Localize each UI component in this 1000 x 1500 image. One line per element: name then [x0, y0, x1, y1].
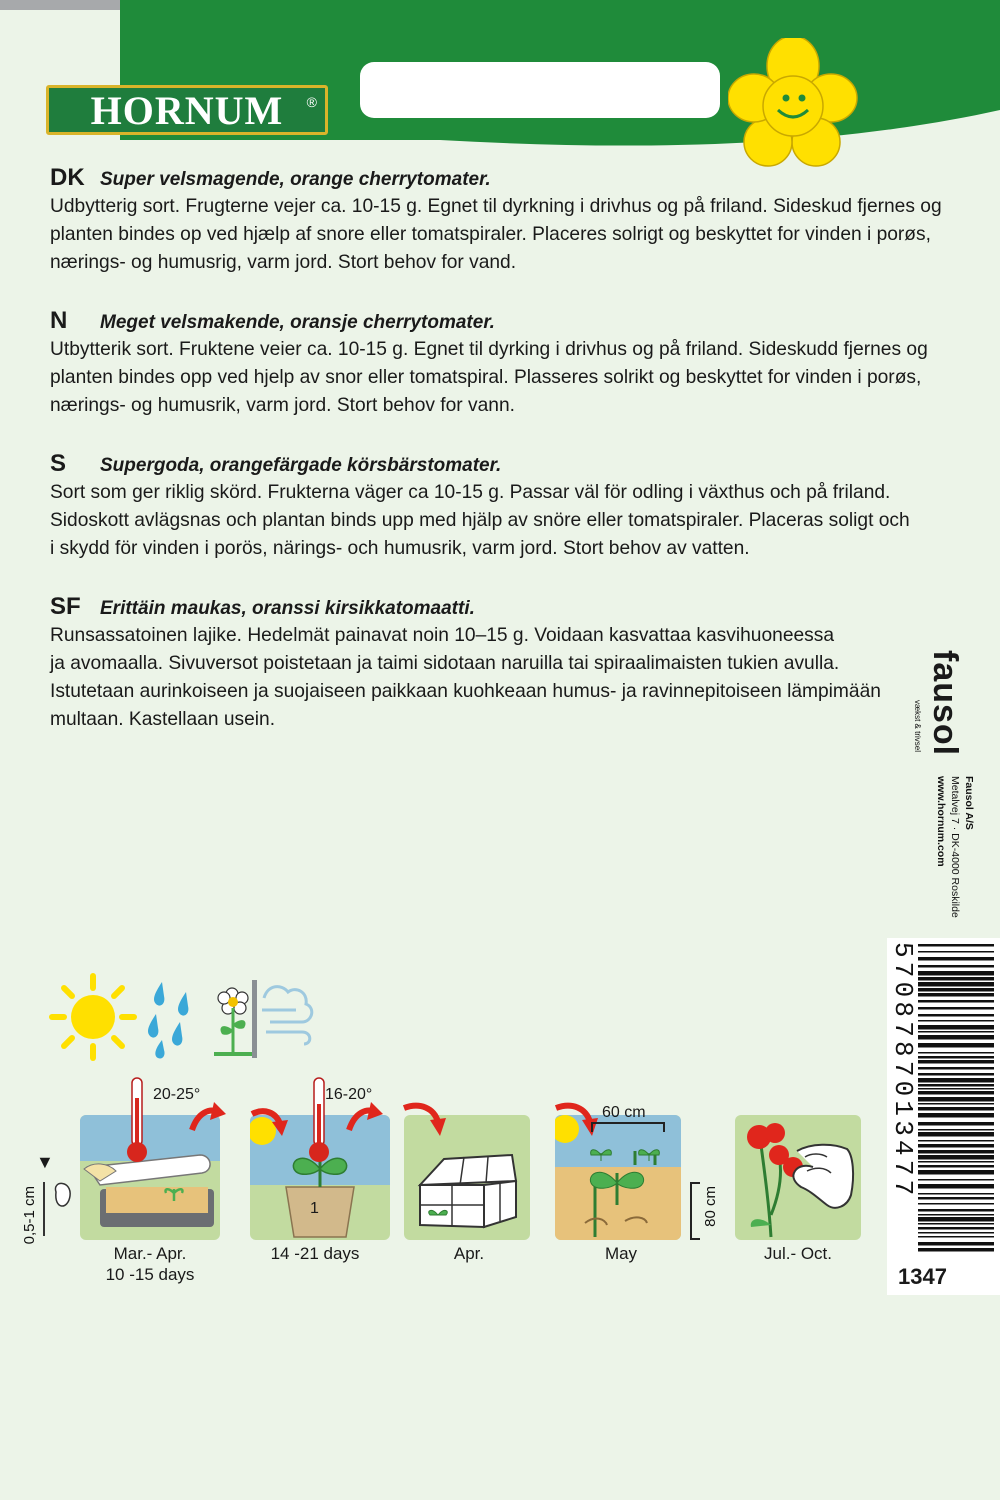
section-tagline: Super velsmagende, orange cherrytomater.: [100, 169, 491, 190]
barcode-bar: [918, 982, 994, 987]
fausol-company: Fausol A/S: [963, 776, 975, 830]
row-bracket: [690, 1182, 700, 1240]
barcode-bar: [918, 1067, 994, 1070]
barcode-bar: [918, 1132, 994, 1137]
section-line: Istutetaan aurinkoiseen ja suojaiseen paikkaan kuohkeaan humus- ja ravinnepitoiseen lämpimään: [50, 681, 881, 702]
section-code: DK: [50, 164, 85, 191]
barcode-bar: [918, 1193, 994, 1195]
section-code: S: [50, 450, 67, 477]
step-label-line: 10 -15 days: [105, 1265, 195, 1284]
temperature-potting: 16-20°: [325, 1086, 373, 1103]
fausol-logo: fausol: [926, 650, 964, 757]
row-spacing: 80 cm: [702, 1186, 719, 1227]
barcode-bar: [918, 1197, 994, 1200]
section-line: Sort som ger riklig skörd. Frukterna väger ca 10-15 g. Passar väl för odling i växthus och på friland.: [50, 482, 891, 503]
barcode-bar: [918, 1217, 994, 1222]
barcode-bar: [918, 1078, 994, 1083]
barcode-bar: [918, 1236, 994, 1238]
barcode-bar: [918, 1052, 994, 1054]
step-label-line: Mar.- Apr.: [113, 1244, 187, 1263]
section-sf: [50, 594, 970, 734]
barcode-bar: [918, 1232, 994, 1234]
barcode-bar: [918, 965, 994, 968]
step-label: May: [604, 1244, 638, 1263]
article-number: 1347: [898, 1264, 947, 1289]
section-code: SF: [50, 593, 81, 620]
barcode-bar: [918, 1184, 994, 1189]
section-n: [50, 308, 970, 420]
section-tagline: Erittäin maukas, oranssi kirsikkatomaatti.: [100, 598, 475, 619]
section-line: multaan. Kastellaan usein.: [50, 709, 276, 730]
section-s: [50, 451, 970, 563]
arrow-icon: [400, 1100, 450, 1140]
barcode-bar: [918, 1161, 994, 1163]
section-tagline: Meget velsmakende, oransje cherrytomater.: [100, 312, 495, 333]
fausol-slogan: vækst & trivsel: [913, 700, 922, 753]
barcode-bar: [918, 1084, 994, 1087]
barcode-bar: [918, 1223, 994, 1225]
depth-label: 0,5-1 cm: [21, 1186, 38, 1245]
barcode-bar: [918, 1242, 994, 1246]
step-label: 14 -21 days: [270, 1244, 360, 1263]
barcode-bar: [918, 1091, 994, 1095]
brand-name: HORNUM: [90, 87, 284, 133]
step-label: [95, 1243, 205, 1285]
barcode-bar: [918, 1014, 994, 1017]
section-line: nærings- og humusrik, varm jord. Stort behov for vann.: [50, 395, 515, 416]
barcode-bar: [918, 1150, 994, 1154]
top-gray-strip: [0, 0, 120, 10]
temperature-sowing: 20-25°: [153, 1086, 201, 1103]
barcode-bar: [918, 1248, 994, 1252]
white-tab: [360, 62, 720, 118]
section-dk: [50, 165, 970, 277]
barcode-bar: [918, 1060, 994, 1064]
barcode-bar: [918, 1140, 994, 1142]
barcode-digits: 5708787013477: [888, 942, 918, 1200]
barcode-bar: [918, 1000, 994, 1003]
barcode-bar: [918, 1073, 994, 1076]
barcode-bar: [918, 1103, 994, 1105]
section-code: N: [50, 307, 68, 334]
barcode-bar: [918, 1035, 994, 1040]
barcode-bar: [918, 1155, 994, 1160]
barcode-bar: [918, 1209, 994, 1212]
brand-mark: ®: [306, 94, 317, 110]
smiling-flower-icon: [728, 38, 858, 168]
plant-spacing: 60 cm: [602, 1104, 646, 1121]
section-line: planten bindes op ved hjælp af snore eller tomatspiraler. Placeres solrigt og beskyttet for vinden i porøs,: [50, 224, 931, 245]
barcode-bar: [918, 1025, 994, 1030]
barcode-bar: [918, 944, 994, 947]
section-line: Utbytterik sort. Fruktene veier ca. 10-15 g. Egnet til dyrking i drivhus og på friland. Sideskudd fjernes og: [50, 339, 928, 360]
barcode-bar: [918, 1007, 994, 1010]
water-drops-icon: [142, 978, 204, 1060]
section-line: Sidoskott avlägsnas och plantan binds upp med hjälp av snöre eller tomatspiraler. Placeras soligt och: [50, 510, 910, 531]
fausol-address: Metalvej 7 · DK-4000 Roskilde: [949, 776, 961, 918]
barcode-bar: [918, 988, 994, 992]
barcode-bar: [918, 1179, 994, 1181]
barcode-bar: [918, 1088, 994, 1090]
barcode-bar: [918, 951, 994, 953]
barcode-bar: [918, 1107, 994, 1111]
section-tagline: Supergoda, orangefärgade körsbärstomater.: [100, 455, 502, 476]
seed-depth-icon: [50, 1150, 80, 1236]
step-label: Jul.- Oct.: [763, 1244, 832, 1263]
pot-number: 1: [310, 1200, 319, 1217]
barcode-bar: [918, 957, 994, 961]
arrow-icon: [345, 1100, 385, 1136]
barcode-bar: [918, 977, 994, 981]
arrow-icon: [248, 1104, 292, 1138]
barcode: [918, 942, 994, 1260]
barcode-bar: [918, 1043, 994, 1048]
sun-icon: [48, 972, 138, 1062]
barcode-bar: [918, 1056, 994, 1059]
step-harvest: [735, 1115, 861, 1240]
barcode-bar: [918, 1144, 994, 1148]
barcode-bar: [918, 1165, 994, 1168]
barcode-bar: [918, 1203, 994, 1205]
barcode-bar: [918, 1097, 994, 1102]
thermometer-icon: [125, 1076, 149, 1164]
spacing-bracket: [591, 1122, 665, 1132]
section-line: i skydd för vinden i porös, närings- och humusrik, varm jord. Stort behov av vatten.: [50, 538, 750, 559]
barcode-bar: [918, 1129, 994, 1131]
barcode-bar: [918, 1113, 994, 1118]
wind-shelter-icon: [212, 978, 318, 1060]
barcode-bar: [918, 1020, 994, 1022]
barcode-bar: [918, 971, 994, 976]
barcode-bar: [918, 1227, 994, 1230]
barcode-bar: [918, 993, 994, 997]
step-label: Apr.: [453, 1244, 485, 1263]
hornum-logo: [46, 85, 328, 135]
barcode-bar: [918, 1031, 994, 1033]
barcode-bar: [918, 1170, 994, 1175]
section-line: ja avomaalla. Sivuversot poistetaan ja taimi sidotaan naruilla tai spiraalimaisten tukien avulla.: [50, 653, 840, 674]
section-line: nærings- og humusrig, varm jord. Stort behov for vand.: [50, 252, 517, 273]
section-line: planten bindes opp ved hjelp av snor eller tomatspiral. Plasseres solrikt og beskyttet for vinden i porøs,: [50, 367, 922, 388]
section-line: Runsassatoinen lajike. Hedelmät painavat noin 10–15 g. Voidaan kasvattaa kasvihuoneessa: [50, 625, 835, 646]
section-line: Udbytterig sort. Frugterne vejer ca. 10-15 g. Egnet til dyrkning i drivhus og på friland. Sideskud fjernes og: [50, 196, 942, 217]
arrow-icon: [188, 1100, 228, 1136]
fausol-web: www.hornum.com: [935, 776, 947, 867]
barcode-bar: [918, 1122, 994, 1126]
barcode-bar: [918, 1214, 994, 1216]
depth-marker-icon: ▼: [36, 1152, 54, 1172]
